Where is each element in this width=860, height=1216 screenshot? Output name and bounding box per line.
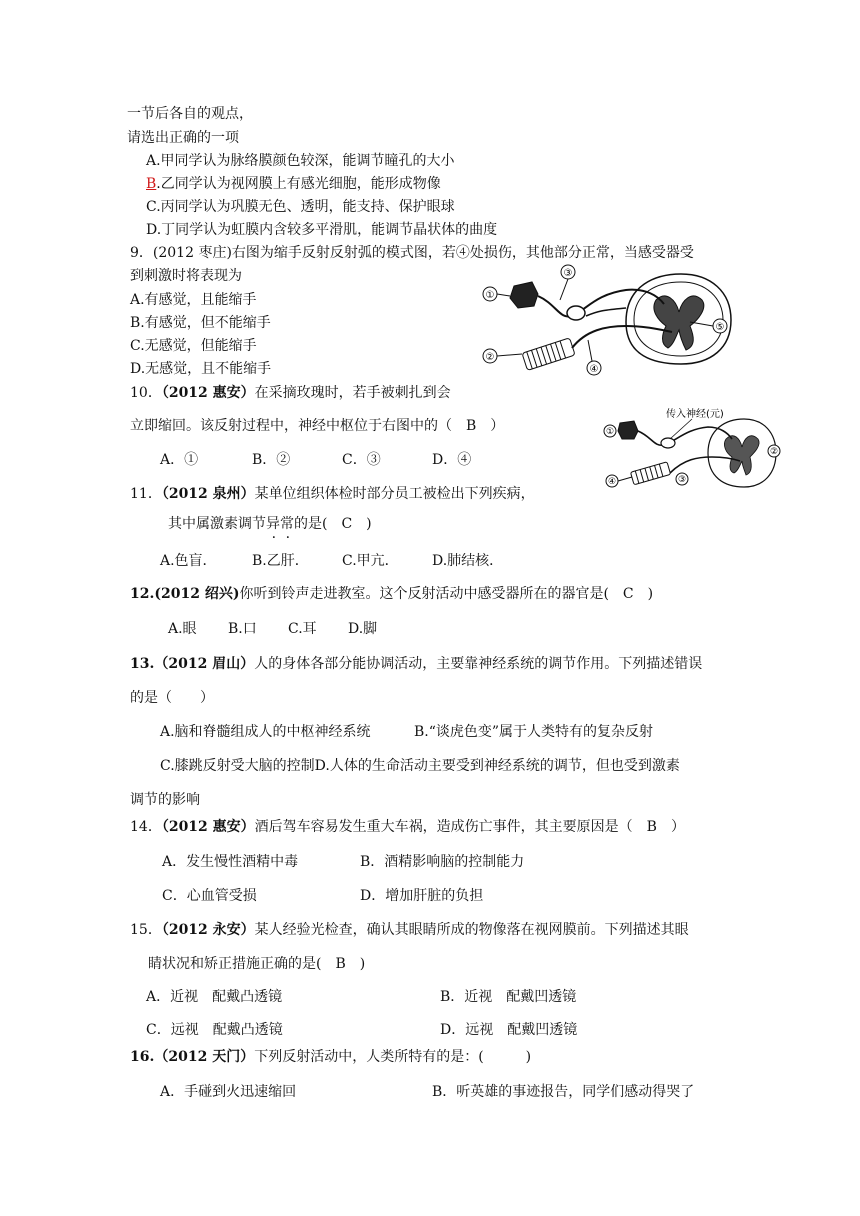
label-4: ④ [589, 364, 599, 375]
question-stem: 请选出正确的一项 [127, 130, 239, 146]
q15-stem [130, 920, 689, 940]
afferent-label: 传入神经(元) [666, 409, 724, 420]
q12-option-d: D.脚 [348, 621, 378, 637]
label-4: ④ [607, 477, 617, 487]
option-b-text: .乙同学认为视网膜上有感光细胞，能形成物像 [156, 176, 441, 192]
q10-number: 10． [130, 385, 162, 401]
q9-option-c: C.无感觉，但能缩手 [130, 338, 257, 354]
q9-stem-2: 到刺激时将表现为 [130, 268, 242, 284]
q9-option-b: B.有感觉，但不能缩手 [130, 315, 271, 331]
q15-stem-2: 睛状况和矫正措施正确的是( B ) [148, 956, 366, 972]
q9-stem: 9．(2012 枣庄)右图为缩手反射反射弧的模式图，若④处损伤，其他部分正常，当感受器受 [130, 245, 694, 261]
label-2: ② [485, 352, 495, 363]
q10-source: （2012 惠安） [161, 385, 255, 401]
q13-option-c: C.膝跳反射受大脑的控制 [160, 758, 315, 774]
option-d: D.丁同学认为虹膜内含较多平滑肌，能调节晶状体的曲度 [146, 222, 498, 238]
q11-number: 11． [130, 486, 162, 502]
q10-stem-2: 立即缩回。该反射过程中，神经中枢位于右图中的（ B ） [130, 418, 505, 434]
q16-option-a: A．手碰到火迅速缩回 [160, 1084, 297, 1100]
q14-option-c: C．心血管受损 [162, 888, 257, 904]
q12-text: 你听到铃声走进教室。这个反射活动中感受器所在的器官是( C ) [239, 586, 654, 602]
q13-option-b: B.“谈虎色变”属于人类特有的复杂反射 [414, 724, 654, 740]
q9-option-d: D.无感觉，且不能缩手 [130, 361, 272, 377]
q12-option-a: A.眼 [168, 621, 197, 637]
q13-stem [130, 654, 702, 674]
q10-option-b: B．② [252, 452, 291, 468]
label-3: ③ [563, 268, 573, 279]
q13-option-d: D.人体的生命活动主要受到神经系统的调节，但也受到激素 [314, 758, 680, 774]
q11-source: （2012 泉州） [161, 486, 255, 502]
q11-text-a: 其中属激素调节 [168, 516, 266, 532]
text-line: 一节后各自的观点， [127, 106, 253, 122]
q11-option-d: D.肺结核． [432, 553, 504, 569]
q15-text: 某人经验光检查，确认其眼睛所成的物像落在视网膜前。下列描述其眼 [254, 922, 689, 938]
q14-option-d: D．增加肝脏的负担 [360, 888, 484, 904]
q9-option-a: A.有感觉，且能缩手 [130, 292, 257, 308]
q13-option-a: A.脑和脊髓组成人的中枢神经系统 [160, 724, 371, 740]
label-5: ⑤ [715, 322, 725, 333]
emphasis-char: 异 [266, 516, 280, 532]
label-3: ③ [677, 475, 687, 485]
q12-stem [130, 584, 653, 604]
q15-option-c: C．远视 配戴凸透镜 [146, 1022, 283, 1038]
option-c: C.丙同学认为巩膜无色、透明，能支持、保护眼球 [146, 199, 455, 215]
q12-option-c: C.耳 [288, 621, 317, 637]
option-b [146, 174, 441, 194]
q11-stem [130, 484, 535, 504]
q16-source: 16.（2012 天门） [130, 1049, 255, 1065]
q15-source: （2012 永安） [161, 922, 255, 938]
label-1: ① [605, 427, 615, 437]
q12-source: 12.(2012 绍兴) [130, 586, 240, 602]
q15-option-a: A．近视 配戴凸透镜 [146, 989, 283, 1005]
q16-option-b: B．听英雄的事迹报告，同学们感动得哭了 [432, 1084, 695, 1100]
emphasis-char: 常 [280, 516, 294, 532]
q10-stem [130, 383, 451, 403]
option-a: A.甲同学认为脉络膜颜色较深，能调节瞳孔的大小 [146, 153, 455, 169]
q13-text: 人的身体各部分能协调活动，主要靠神经系统的调节作用。下列描述错误 [254, 656, 703, 672]
reflex-arc-diagram-1 [476, 260, 746, 380]
q15-number: 15． [130, 922, 162, 938]
q14-source: （2012 惠安） [161, 819, 255, 835]
q14-option-b: B．酒精影响脑的控制能力 [360, 854, 525, 870]
label-2: ② [769, 447, 779, 457]
q14-option-a: A．发生慢性酒精中毒 [162, 854, 299, 870]
q13-stem-2: 的是（ ） [130, 690, 214, 706]
label-1: ① [485, 290, 495, 301]
q11-option-a: A.色盲． [160, 553, 217, 569]
reflex-arc-diagram-2 [600, 405, 800, 495]
q14-text: 酒后驾车容易发生重大车祸，造成伤亡事件，其主要原因是（ B ） [254, 819, 685, 835]
q14-number: 14． [130, 819, 162, 835]
q11-option-c: C.甲亢． [342, 553, 399, 569]
q10-option-a: A．① [160, 452, 199, 468]
q11-stem-2 [168, 514, 372, 534]
q11-option-b: B.乙肝． [252, 553, 309, 569]
q16-text: 下列反射活动中，人类所特有的是：( ) [254, 1049, 532, 1065]
q13-option-cd [160, 756, 680, 776]
q12-option-b: B.口 [228, 621, 257, 637]
q15-option-b: B．近视 配戴凹透镜 [440, 989, 577, 1005]
q10-option-d: D．④ [432, 452, 472, 468]
q13-source: 13.（2012 眉山） [130, 656, 255, 672]
q11-text: 某单位组织体检时部分员工被检出下列疾病， [254, 486, 535, 502]
q10-text: 在采摘玫瑰时，若手被刺扎到会 [254, 385, 451, 401]
q11-text-d: 的是( C ) [294, 516, 372, 532]
answer-mark: B [146, 176, 157, 192]
q10-option-c: C．③ [342, 452, 381, 468]
q13-option-d-cont: 调节的影响 [130, 792, 200, 808]
q14-stem [130, 817, 685, 837]
q16-stem [130, 1047, 531, 1067]
q15-option-d: D．远视 配戴凹透镜 [440, 1022, 578, 1038]
